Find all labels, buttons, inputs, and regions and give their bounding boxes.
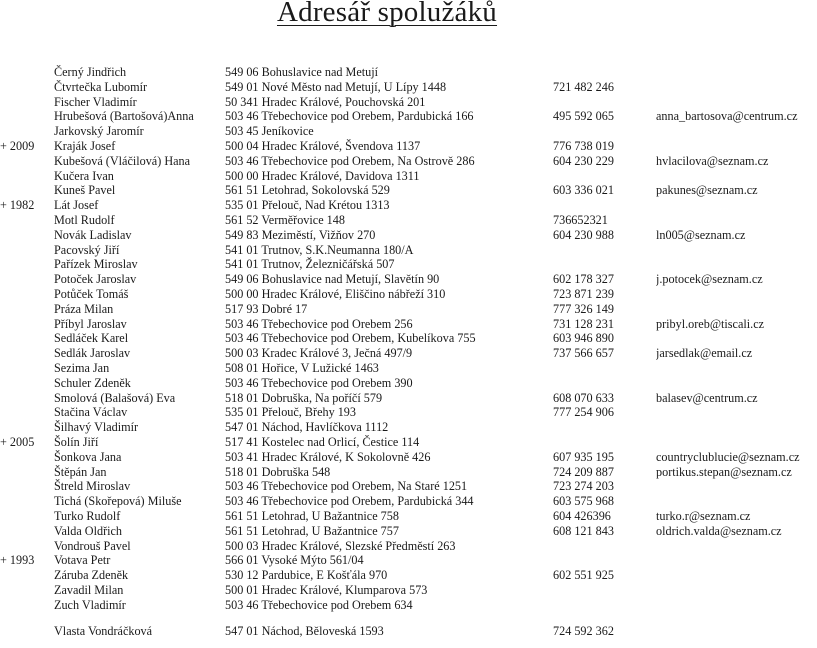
classmate-address: 535 01 Přelouč, Nad Krétou 1313 bbox=[225, 198, 390, 213]
classmate-email: countryclublucie@seznam.cz bbox=[656, 449, 800, 464]
classmate-phone: 724 592 362 bbox=[553, 624, 614, 639]
classmate-email: anna_bartosova@centrum.cz bbox=[656, 109, 798, 124]
classmate-address: 561 52 Verměřovice 148 bbox=[225, 212, 345, 227]
table-row bbox=[0, 524, 817, 539]
classmate-name: Šonkova Jana bbox=[54, 449, 122, 464]
classmate-phone: 603 946 890 bbox=[553, 331, 614, 346]
table-row bbox=[0, 317, 817, 332]
table-row bbox=[0, 272, 817, 287]
classmate-phone: 721 482 246 bbox=[553, 79, 614, 94]
address-list bbox=[0, 65, 817, 639]
table-row bbox=[0, 494, 817, 509]
classmate-address: 500 04 Hradec Králové, Švendova 1137 bbox=[225, 138, 421, 153]
classmate-address: 508 01 Hořice, V Lužické 1463 bbox=[225, 360, 379, 375]
classmate-name: Záruba Zdeněk bbox=[54, 568, 129, 583]
classmate-name: Práza Milan bbox=[54, 301, 114, 316]
classmate-name: Šilhavý Vladimír bbox=[54, 420, 139, 435]
classmate-phone: 604 426396 bbox=[553, 508, 611, 523]
classmate-address: 500 03 Kradec Králové 3, Ječná 497/9 bbox=[225, 346, 413, 361]
classmate-name: Šolín Jiří bbox=[54, 434, 99, 449]
classmate-name: Pacovský Jiří bbox=[54, 242, 120, 257]
classmate-address: 566 01 Vysoké Mýto 561/04 bbox=[225, 553, 364, 568]
classmate-name: Potoček Jaroslav bbox=[54, 272, 137, 287]
classmate-address: 541 01 Trutnov, Železničářská 507 bbox=[225, 257, 395, 272]
classmate-name: Černý Jindřich bbox=[54, 65, 127, 79]
table-row bbox=[0, 183, 817, 198]
classmate-email: j.potocek@seznam.cz bbox=[656, 272, 763, 287]
classmate-address: 518 01 Dobruška, Na poříčí 579 bbox=[225, 390, 383, 405]
classmate-name: Lát Josef bbox=[54, 198, 99, 213]
classmate-name: Pařízek Miroslav bbox=[54, 257, 138, 272]
classmate-phone: 603 336 021 bbox=[553, 183, 614, 198]
table-row bbox=[0, 198, 817, 213]
table-row bbox=[0, 331, 817, 346]
classmate-name: Motl Rudolf bbox=[54, 212, 115, 227]
classmate-name: Sezima Jan bbox=[54, 360, 110, 375]
classmate-name: Tichá (Skořepová) Miluše bbox=[54, 494, 182, 509]
classmate-email: balasev@centrum.cz bbox=[656, 390, 758, 405]
classmate-name: Novák Ladislav bbox=[54, 227, 132, 242]
table-row bbox=[0, 509, 817, 524]
table-row bbox=[0, 65, 817, 80]
classmate-phone: 603 575 968 bbox=[553, 494, 614, 509]
classmate-address: 549 83 Meziměstí, Vižňov 270 bbox=[225, 227, 376, 242]
classmate-phone: 776 738 019 bbox=[553, 138, 614, 153]
table-row bbox=[0, 479, 817, 494]
table-row bbox=[0, 346, 817, 361]
classmate-name: Kuneš Pavel bbox=[54, 183, 116, 198]
classmate-address: 547 01 Náchod, Běloveská 1593 bbox=[225, 624, 384, 639]
classmate-phone: 724 209 887 bbox=[553, 464, 614, 479]
classmate-name: Vlasta Vondráčková bbox=[54, 624, 153, 639]
table-row bbox=[0, 420, 817, 435]
classmate-death-note: + 2005 bbox=[0, 434, 35, 449]
classmate-name: Kučera Ivan bbox=[54, 168, 114, 183]
classmate-death-note: + 1993 bbox=[0, 553, 35, 568]
classmate-address: 503 46 Třebechovice pod Orebem, Na Ostrově 286 bbox=[225, 153, 475, 168]
table-row bbox=[0, 465, 817, 480]
table-row bbox=[0, 257, 817, 272]
classmate-address: 535 01 Přelouč, Břehy 193 bbox=[225, 405, 356, 420]
table-row bbox=[0, 598, 817, 613]
classmate-name: Smolová (Balašová) Eva bbox=[54, 390, 176, 405]
classmate-death-note: + 2009 bbox=[0, 138, 35, 153]
classmate-address: 517 93 Dobré 17 bbox=[225, 301, 308, 316]
table-row bbox=[0, 435, 817, 450]
classmate-phone: 604 230 229 bbox=[553, 153, 614, 168]
classmate-address: 561 51 Letohrad, Sokolovská 529 bbox=[225, 183, 390, 198]
table-row bbox=[0, 376, 817, 391]
table-row bbox=[0, 228, 817, 243]
classmate-death-note: + 1982 bbox=[0, 198, 35, 213]
classmate-phone: 608 070 633 bbox=[553, 390, 614, 405]
classmate-name: Vondrouš Pavel bbox=[54, 538, 131, 553]
classmate-email: portikus.stepan@seznam.cz bbox=[656, 464, 792, 479]
classmate-name: Fischer Vladimír bbox=[54, 94, 137, 109]
classmate-phone: 777 326 149 bbox=[553, 301, 614, 316]
classmate-name: Sedlák Jaroslav bbox=[54, 346, 131, 361]
classmate-name: Hrubešová (Bartošová)Anna bbox=[54, 109, 194, 124]
classmate-address: 503 46 Třebechovice pod Orebem 634 bbox=[225, 597, 413, 612]
classmate-name: Příbyl Jaroslav bbox=[54, 316, 127, 331]
classmate-email: pribyl.oreb@tiscali.cz bbox=[656, 316, 765, 331]
classmate-address: 530 12 Pardubice, E Košťála 970 bbox=[225, 568, 388, 583]
page-title: Adresář spolužáků bbox=[276, 0, 498, 28]
classmate-phone: 777 254 906 bbox=[553, 405, 614, 420]
classmate-phone: 608 121 843 bbox=[553, 523, 614, 538]
classmate-name: Potůček Tomáš bbox=[54, 286, 129, 301]
table-row bbox=[0, 361, 817, 376]
classmate-name: Kubešová (Vláčilová) Hana bbox=[54, 153, 191, 168]
classmate-email: pakunes@seznam.cz bbox=[656, 183, 758, 198]
classmate-phone: 607 935 195 bbox=[553, 449, 614, 464]
classmate-address: 561 51 Letohrad, U Bažantnice 758 bbox=[225, 508, 399, 523]
classmate-address: 500 00 Hradec Králové, Eliščino nábřeží 310 bbox=[225, 286, 446, 301]
table-row bbox=[0, 169, 817, 184]
table-row bbox=[0, 568, 817, 583]
classmate-address: 518 01 Dobruška 548 bbox=[225, 464, 331, 479]
classmate-phone: 602 178 327 bbox=[553, 272, 614, 287]
classmate-phone: 602 551 925 bbox=[553, 568, 614, 583]
classmate-address: 503 41 Hradec Králové, K Sokolovně 426 bbox=[225, 449, 431, 464]
classmate-name: Zavadil Milan bbox=[54, 582, 124, 597]
classmate-address: 503 45 Jeníkovice bbox=[225, 124, 314, 139]
table-row bbox=[0, 405, 817, 420]
classmate-address: 541 01 Trutnov, S.K.Neumanna 180/A bbox=[225, 242, 414, 257]
classmate-phone: 495 592 065 bbox=[553, 109, 614, 124]
classmate-name: Schuler Zdeněk bbox=[54, 375, 131, 390]
classmate-name: Jarkovský Jaromír bbox=[54, 124, 144, 139]
classmate-address: 500 00 Hradec Králové, Davidova 1311 bbox=[225, 168, 420, 183]
classmate-phone: 737 566 657 bbox=[553, 346, 614, 361]
classmate-phone: 723 871 239 bbox=[553, 286, 614, 301]
classmate-address: 549 06 Bohuslavice nad Metují bbox=[225, 65, 378, 79]
table-row bbox=[0, 450, 817, 465]
classmate-address: 517 41 Kostelec nad Orlicí, Čestice 114 bbox=[225, 434, 420, 449]
classmate-address: 503 46 Třebechovice pod Orebem, Pardubická 166 bbox=[225, 109, 474, 124]
table-row bbox=[0, 80, 817, 95]
classmate-address: 549 06 Bohuslavice nad Metují, Slavětín 90 bbox=[225, 272, 440, 287]
classmate-name: Sedláček Karel bbox=[54, 331, 129, 346]
classmate-email: jarsedlak@email.cz bbox=[656, 346, 753, 361]
table-row bbox=[0, 391, 817, 406]
classmate-address: 503 46 Třebechovice pod Orebem, Kubelíkova 755 bbox=[225, 331, 476, 346]
classmate-phone: 731 128 231 bbox=[553, 316, 614, 331]
classmate-name: Čtvrtečka Lubomír bbox=[54, 79, 148, 94]
classmate-name: Valda Oldřich bbox=[54, 523, 123, 538]
table-row bbox=[0, 539, 817, 554]
classmate-address: 503 46 Třebechovice pod Orebem, Na Staré 1251 bbox=[225, 479, 468, 494]
classmate-name: Votava Petr bbox=[54, 553, 111, 568]
table-row bbox=[0, 624, 817, 639]
classmate-name: Štreld Miroslav bbox=[54, 479, 131, 494]
classmate-phone: 604 230 988 bbox=[553, 227, 614, 242]
classmate-phone: 736652321 bbox=[553, 212, 608, 227]
classmate-email: ln005@seznam.cz bbox=[656, 227, 746, 242]
classmate-name: Turko Rudolf bbox=[54, 508, 121, 523]
classmate-address: 503 46 Třebechovice pod Orebem 390 bbox=[225, 375, 413, 390]
classmate-address: 549 01 Nové Město nad Metují, U Lípy 1448 bbox=[225, 79, 447, 94]
table-row bbox=[0, 109, 817, 124]
classmate-address: 547 01 Náchod, Havlíčkova 1112 bbox=[225, 420, 389, 435]
table-row bbox=[0, 243, 817, 258]
classmate-address: 503 46 Třebechovice pod Orebem 256 bbox=[225, 316, 413, 331]
classmate-address: 561 51 Letohrad, U Bažantnice 757 bbox=[225, 523, 399, 538]
table-row bbox=[0, 553, 817, 568]
classmate-address: 503 46 Třebechovice pod Orebem, Pardubická 344 bbox=[225, 494, 474, 509]
table-row bbox=[0, 124, 817, 139]
classmate-address: 50 341 Hradec Králové, Pouchovská 201 bbox=[225, 94, 426, 109]
table-row bbox=[0, 287, 817, 302]
table-row bbox=[0, 583, 817, 598]
classmate-email: oldrich.valda@seznam.cz bbox=[656, 523, 782, 538]
classmate-phone: 723 274 203 bbox=[553, 479, 614, 494]
table-row bbox=[0, 213, 817, 228]
classmate-email: hvlacilova@seznam.cz bbox=[656, 153, 769, 168]
table-row bbox=[0, 154, 817, 169]
table-row bbox=[0, 95, 817, 110]
table-row bbox=[0, 302, 817, 317]
classmate-address: 500 01 Hradec Králové, Klumparova 573 bbox=[225, 582, 428, 597]
classmate-address: 500 03 Hradec Králové, Slezské Předměstí 263 bbox=[225, 538, 456, 553]
table-row bbox=[0, 139, 817, 154]
classmate-name: Štěpán Jan bbox=[54, 464, 107, 479]
classmate-name: Stačina Václav bbox=[54, 405, 128, 420]
classmate-name: Zuch Vladimír bbox=[54, 597, 126, 612]
classmate-name: Kraják Josef bbox=[54, 138, 116, 153]
classmate-email: turko.r@seznam.cz bbox=[656, 508, 751, 523]
